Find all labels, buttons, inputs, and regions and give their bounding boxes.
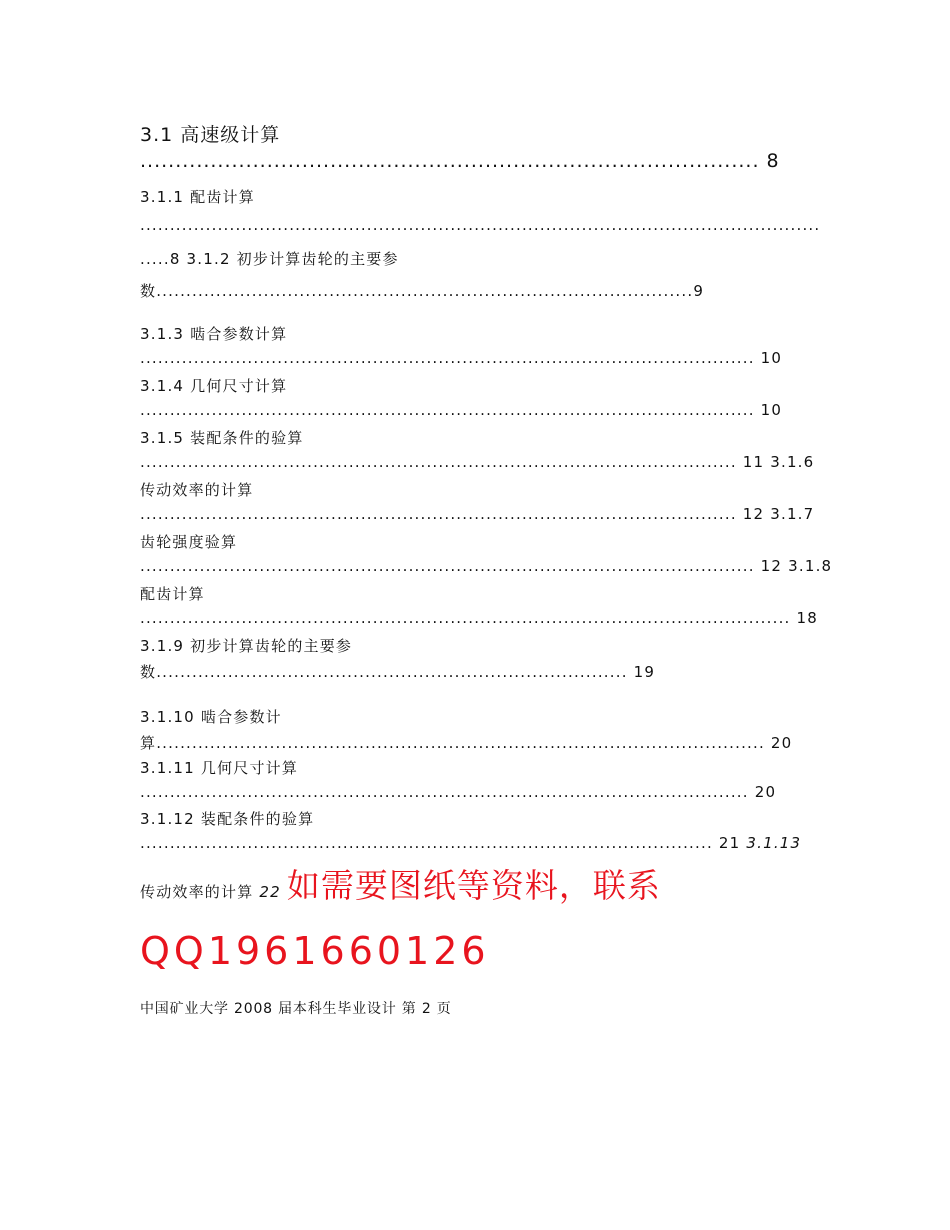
toc-leader-line: .................................................................................................................. bbox=[140, 216, 821, 234]
page-footer: 中国矿业大学 2008 届本科生毕业设计 第 2 页 bbox=[140, 1001, 452, 1017]
contact-qq: QQ1961660126 bbox=[140, 929, 490, 973]
toc-leader-12b: ....................................................................................................... 12 3.1.8 bbox=[140, 557, 833, 575]
toc-entry-3-1-13-title: 传动效率的计算 bbox=[140, 883, 254, 901]
toc-entry-3-1-11: 3.1.11 几何尺寸计算 bbox=[140, 759, 299, 777]
toc-entry-3-1-2: .....8 3.1.2 初步计算齿轮的主要参 bbox=[140, 250, 399, 268]
toc-leader-10b: ....................................................................................................... 10 bbox=[140, 401, 783, 419]
toc-entry-3-1-13 bbox=[140, 860, 661, 907]
toc-entry-3-1-7: 齿轮强度验算 bbox=[140, 533, 238, 551]
toc-entry-3-1-12: 3.1.12 装配条件的验算 bbox=[140, 810, 315, 828]
toc-leader-10a: ....................................................................................................... 10 bbox=[140, 349, 783, 367]
toc-leader-21 bbox=[140, 834, 801, 852]
toc-entry-3-1-10-cont: 算...................................................................................................... 20 bbox=[140, 734, 793, 752]
toc-entry-3-1-4: 3.1.4 几何尺寸计算 bbox=[140, 377, 288, 395]
toc-entry-3-1-6: 传动效率的计算 bbox=[140, 481, 254, 499]
toc-entry-3-1-3: 3.1.3 啮合参数计算 bbox=[140, 325, 288, 343]
toc-leader-21-text: ................................................................................................ 21 bbox=[140, 834, 741, 852]
toc-entry-3-1-13-page: 22 bbox=[259, 883, 281, 901]
toc-entry-3-1-2-cont: 数..........................................................................................9 bbox=[140, 282, 705, 300]
toc-entry-3-1-10: 3.1.10 啮合参数计 bbox=[140, 708, 282, 726]
toc-entry-3-1-8: 配齿计算 bbox=[140, 585, 205, 603]
toc-leader-12a: .................................................................................................... 12 3.1.7 bbox=[140, 505, 815, 523]
toc-leader-20: ...................................................................................................... 20 bbox=[140, 783, 777, 801]
toc-entry-3-1-9-cont: 数............................................................................... 19 bbox=[140, 663, 656, 681]
toc-entry-3-1-9: 3.1.9 初步计算齿轮的主要参 bbox=[140, 637, 353, 655]
toc-leader-18: ............................................................................................................. 18 bbox=[140, 609, 818, 627]
toc-entry-3-1-1: 3.1.1 配齿计算 bbox=[140, 188, 255, 206]
toc-entry-3-1-5: 3.1.5 装配条件的验算 bbox=[140, 429, 304, 447]
toc-entry-3-1-13-number: 3.1.13 bbox=[746, 834, 802, 852]
toc-heading-3-1: 3.1 高速级计算 bbox=[140, 124, 281, 146]
toc-leader-8: ........................................................................................ 8 bbox=[140, 150, 780, 172]
contact-notice: 如需要图纸等资料，联系 bbox=[286, 866, 661, 905]
toc-leader-11: .................................................................................................... 11 3.1.6 bbox=[140, 453, 815, 471]
